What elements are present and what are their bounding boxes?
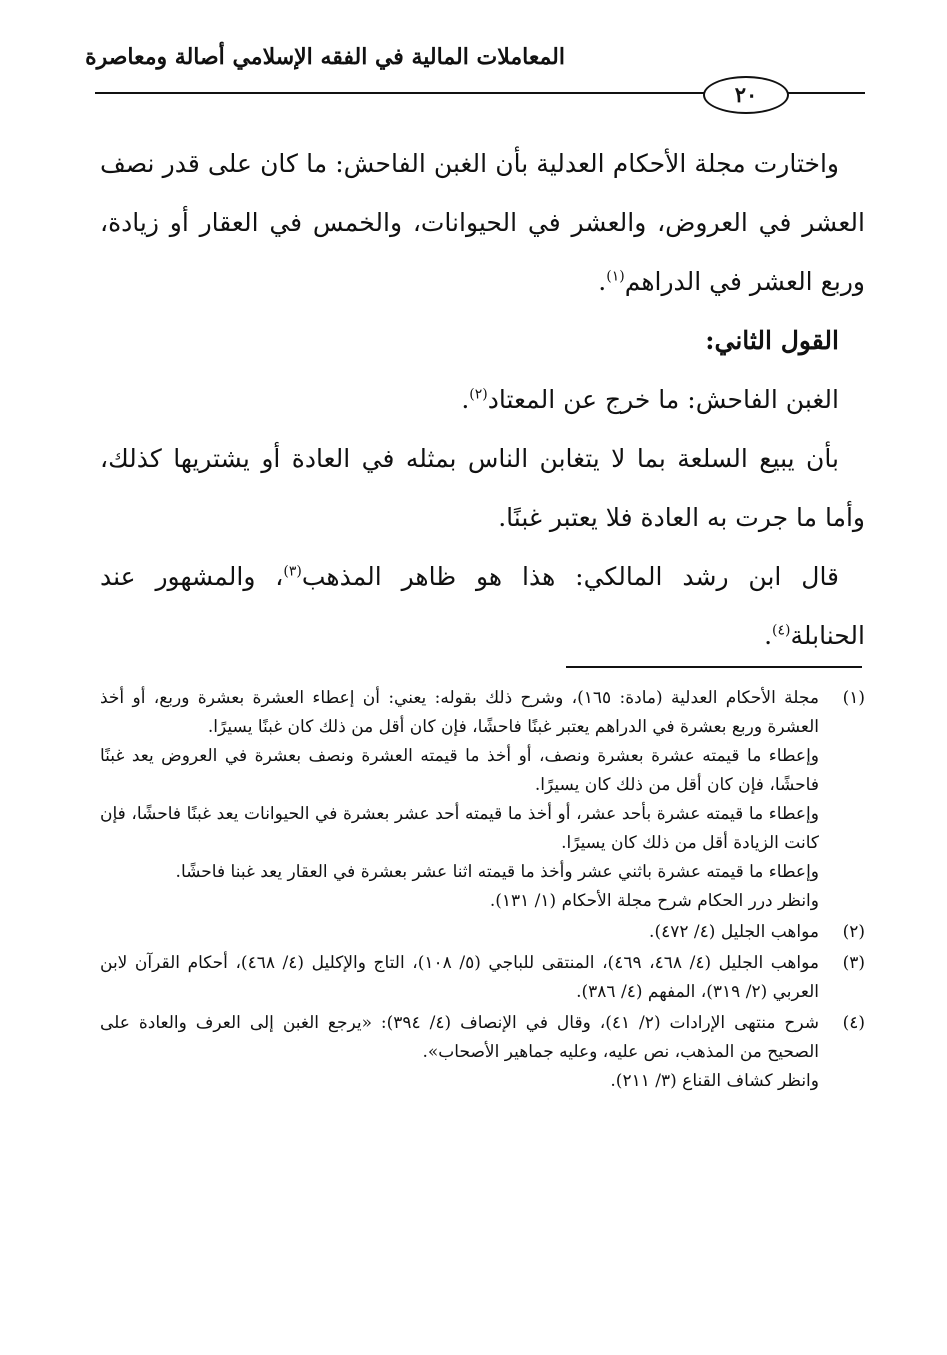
- running-title: المعاملات المالية في الفقه الإسلامي أصالة ومعاصرة: [85, 44, 565, 70]
- footnote-line: مجلة الأحكام العدلية (مادة: ١٦٥)، وشرح ذلك بقوله: يعني: أن إعطاء العشرة بعشرة وربع، أو أخذ العشرة وربع بعشرة في الدراهم يعتبر غبنًا فاحشًا، فإن كان أقل من ذلك كان غبنًا يسيرًا.: [100, 688, 819, 737]
- footnote-2: [100, 918, 865, 947]
- footnote-line: وانظر كشاف القناع (٣/ ٢١١).: [610, 1071, 819, 1091]
- footnote-number: (٢): [842, 922, 865, 942]
- section-heading: القول الثاني:: [705, 326, 839, 355]
- footnote-separator: [566, 666, 862, 668]
- footnote-ref-2[interactable]: (٢): [469, 386, 488, 403]
- paragraph-4: قال ابن رشد المالكي: هذا هو ظاهر المذهب$^{(٣)}$، والمشهور عند الحنابلة$^{(٤)}$.: [100, 562, 865, 650]
- footnote-1: [100, 684, 865, 916]
- footnote-line: وإعطاء ما قيمته عشرة بعشرة ونصف، أو أخذ ما قيمته العشرة ونصف بعشرة في العروض يعد غبنًا فاحشًا، فإن كان أقل من ذلك كان يسيرًا.: [100, 746, 819, 795]
- footnote-number: (٤): [842, 1013, 865, 1033]
- footnote-ref-3[interactable]: (٣): [283, 563, 302, 580]
- page-number: ٢٠: [703, 76, 789, 114]
- footnote-ref-1[interactable]: (١): [606, 268, 625, 285]
- footnotes: [100, 684, 865, 1098]
- main-text: [100, 134, 865, 665]
- footnote-line: وانظر درر الحكام شرح مجلة الأحكام (١/ ١٣١).: [489, 891, 819, 911]
- footnote-ref-4[interactable]: (٤): [772, 622, 791, 639]
- footnote-number: (١): [842, 688, 865, 708]
- paragraph-2: الغبن الفاحش: ما خرج عن المعتاد$^{(٢)}$.: [461, 385, 839, 414]
- paragraph-3: بأن يبيع السلعة بما لا يتغابن الناس بمثله في العادة أو يشتريها كذلك، وأما ما جرت به العادة فلا يعتبر غبنًا.: [100, 444, 865, 532]
- footnote-4: [100, 1009, 865, 1096]
- paragraph-1: واختارت مجلة الأحكام العدلية بأن الغبن الفاحش: ما كان على قدر نصف العشر في العروض، والعشر في الحيوانات، والخمس في العقار أو زيادة، وربع العشر في الدراهم$^{(١)}$.: [100, 149, 865, 296]
- footnote-number: (٣): [842, 953, 865, 973]
- footnote-3: [100, 949, 865, 1007]
- footnote-line: شرح منتهى الإرادات (٢/ ٤١)، وقال في الإنصاف (٤/ ٣٩٤): «يرجع الغبن إلى العرف والعادة على الصحيح من المذهب، نص عليه، وعليه جماهير الأصحاب».: [100, 1013, 819, 1062]
- footnote-line: وإعطاء ما قيمته عشرة باثني عشر وأخذ ما قيمته اثنا عشر بعشرة في العقار يعد غبنا فاحشًا.: [175, 862, 819, 882]
- footnote-line: مواهب الجليل (٤/ ٤٦٨، ٤٦٩)، المنتقى للباجي (٥/ ١٠٨)، التاج والإكليل (٤/ ٤٦٨)، أحكام القرآن لابن العربي (٢/ ٣١٩)، المفهم (٤/ ٣٨٦).: [100, 953, 820, 1002]
- footnote-line: وإعطاء ما قيمته عشرة بأحد عشر، أو أخذ ما قيمته أحد عشر بعشرة في الحيوانات يعد غبنًا فاحشًا، فإن كانت الزيادة أقل من ذلك كان يسيرًا.: [100, 804, 819, 853]
- footnote-line: مواهب الجليل (٤/ ٤٧٢).: [649, 922, 819, 942]
